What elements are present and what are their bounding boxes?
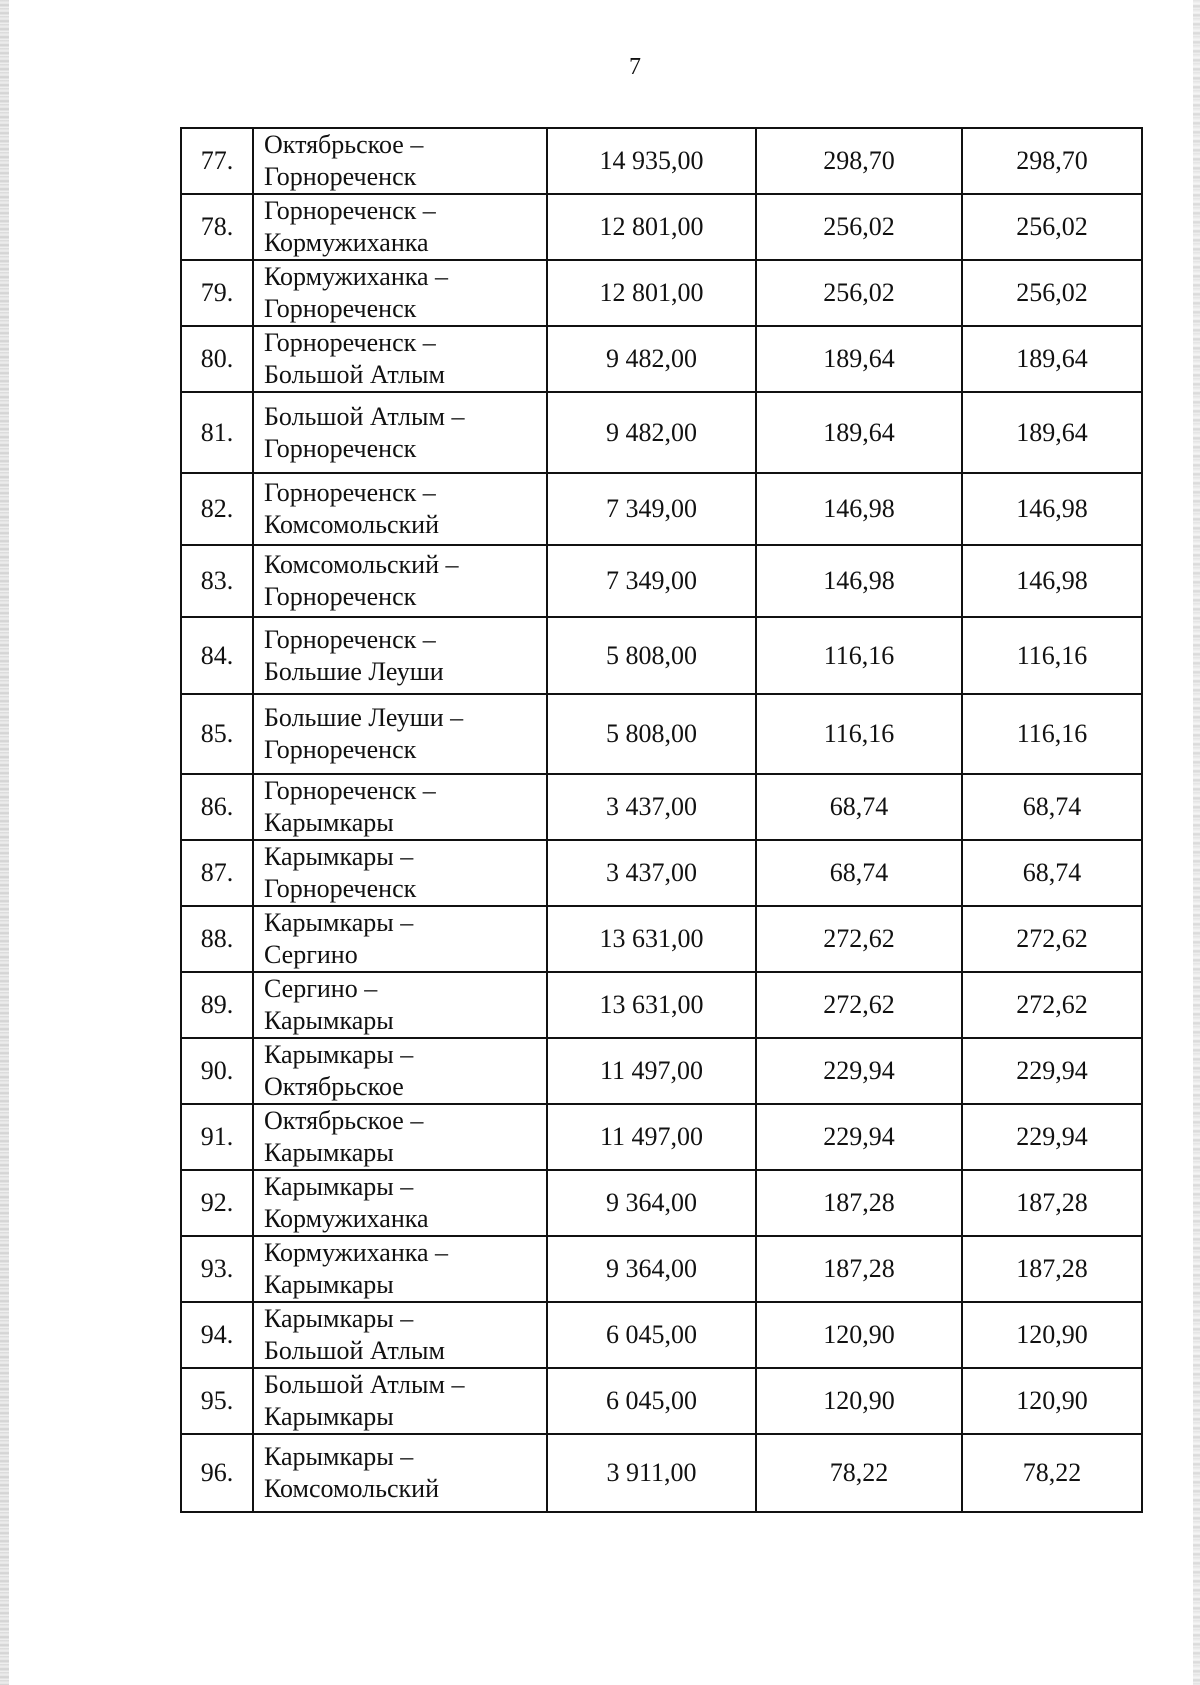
route-from: Октябрьское –: [264, 1106, 424, 1135]
amount-cell-a: 229,94: [756, 1038, 962, 1104]
row-number-cell: 84.: [181, 617, 253, 694]
route-to: Октябрьское: [264, 1072, 404, 1101]
route-from: Карымкары –: [264, 1442, 414, 1471]
route-cell: [253, 545, 547, 617]
total-amount-cell: 6 045,00: [547, 1368, 756, 1434]
route-cell: [253, 194, 547, 260]
amount-cell-b: 68,74: [962, 840, 1142, 906]
amount-cell-b: 120,90: [962, 1368, 1142, 1434]
route-to: Карымкары: [264, 1138, 394, 1167]
route-cell: [253, 840, 547, 906]
row-number-cell: 78.: [181, 194, 253, 260]
row-number-cell: 89.: [181, 972, 253, 1038]
route-from: Горнореченск –: [264, 328, 436, 357]
row-number-cell: 77.: [181, 128, 253, 194]
route-cell: [253, 326, 547, 392]
amount-cell-b: 120,90: [962, 1302, 1142, 1368]
route-from: Горнореченск –: [264, 478, 436, 507]
table-row: [181, 1170, 1142, 1236]
route-to: Горнореченск: [264, 433, 417, 463]
route-from: Кормужиханка –: [264, 1238, 449, 1267]
route-to: Горнореченск: [264, 294, 417, 323]
table-row: [181, 1434, 1142, 1512]
row-number-cell: 90.: [181, 1038, 253, 1104]
amount-cell-b: 146,98: [962, 545, 1142, 617]
amount-cell-b: 78,22: [962, 1434, 1142, 1512]
route-cell: [253, 260, 547, 326]
row-number-cell: 82.: [181, 473, 253, 545]
route-to: Карымкары: [264, 1270, 394, 1299]
amount-cell-a: 187,28: [756, 1170, 962, 1236]
route-from: Большие Леуши –: [264, 703, 464, 732]
amount-cell-b: 146,98: [962, 473, 1142, 545]
amount-cell-b: 189,64: [962, 392, 1142, 473]
route-from: Карымкары –: [264, 1040, 414, 1069]
total-amount-cell: 13 631,00: [547, 906, 756, 972]
route-table-body: [181, 128, 1142, 1512]
route-to: Комсомольский: [264, 510, 439, 539]
table-row: [181, 694, 1142, 774]
amount-cell-a: 272,62: [756, 972, 962, 1038]
total-amount-cell: 9 364,00: [547, 1170, 756, 1236]
total-amount-cell: 9 482,00: [547, 326, 756, 392]
row-number-cell: 92.: [181, 1170, 253, 1236]
route-from: Карымкары –: [264, 842, 414, 871]
amount-cell-a: 189,64: [756, 392, 962, 473]
row-number-cell: 80.: [181, 326, 253, 392]
amount-cell-a: 256,02: [756, 194, 962, 260]
route-to: Карымкары: [264, 1006, 394, 1035]
table-row: [181, 1236, 1142, 1302]
table-row: [181, 545, 1142, 617]
route-cell: [253, 1302, 547, 1368]
amount-cell-a: 68,74: [756, 840, 962, 906]
row-number-cell: 86.: [181, 774, 253, 840]
route-cell: [253, 1170, 547, 1236]
route-from: Большой Атлым –: [264, 1370, 465, 1399]
row-number-cell: 91.: [181, 1104, 253, 1170]
table-row: [181, 392, 1142, 473]
table-row: [181, 1038, 1142, 1104]
total-amount-cell: 12 801,00: [547, 260, 756, 326]
route-from: Карымкары –: [264, 1172, 414, 1201]
amount-cell-a: 116,16: [756, 617, 962, 694]
route-to: Кормужиханка: [264, 1204, 429, 1233]
row-number-cell: 93.: [181, 1236, 253, 1302]
route-cell: [253, 1368, 547, 1434]
route-from: Горнореченск –: [264, 776, 436, 805]
amount-cell-a: 146,98: [756, 545, 962, 617]
route-cell: [253, 1104, 547, 1170]
amount-cell-b: 187,28: [962, 1170, 1142, 1236]
amount-cell-b: 116,16: [962, 617, 1142, 694]
route-from: Горнореченск –: [264, 624, 436, 654]
total-amount-cell: 5 808,00: [547, 694, 756, 774]
amount-cell-b: 298,70: [962, 128, 1142, 194]
amount-cell-a: 68,74: [756, 774, 962, 840]
route-from: Карымкары –: [264, 908, 414, 937]
amount-cell-a: 298,70: [756, 128, 962, 194]
table-row: [181, 194, 1142, 260]
route-to: Комсомольский: [264, 1474, 439, 1503]
row-number-cell: 94.: [181, 1302, 253, 1368]
table-row: [181, 840, 1142, 906]
row-number-cell: 96.: [181, 1434, 253, 1512]
route-to: Горнореченск: [264, 582, 417, 611]
table-row: [181, 972, 1142, 1038]
table-row: [181, 473, 1142, 545]
row-number-cell: 79.: [181, 260, 253, 326]
amount-cell-a: 272,62: [756, 906, 962, 972]
page-number: 7: [629, 54, 641, 80]
total-amount-cell: 11 497,00: [547, 1104, 756, 1170]
total-amount-cell: 3 911,00: [547, 1434, 756, 1512]
total-amount-cell: 3 437,00: [547, 840, 756, 906]
total-amount-cell: 13 631,00: [547, 972, 756, 1038]
route-from: Кормужиханка –: [264, 262, 449, 291]
row-number-cell: 88.: [181, 906, 253, 972]
route-to: Карымкары: [264, 1402, 394, 1431]
row-number-cell: 95.: [181, 1368, 253, 1434]
table-row: [181, 1104, 1142, 1170]
route-from: Карымкары –: [264, 1304, 414, 1333]
total-amount-cell: 5 808,00: [547, 617, 756, 694]
route-to: Карымкары: [264, 808, 394, 837]
amount-cell-a: 229,94: [756, 1104, 962, 1170]
amount-cell-b: 187,28: [962, 1236, 1142, 1302]
route-from: Комсомольский –: [264, 550, 459, 579]
amount-cell-b: 229,94: [962, 1104, 1142, 1170]
amount-cell-b: 256,02: [962, 194, 1142, 260]
amount-cell-a: 120,90: [756, 1368, 962, 1434]
amount-cell-b: 272,62: [962, 906, 1142, 972]
total-amount-cell: 11 497,00: [547, 1038, 756, 1104]
route-cell: [253, 972, 547, 1038]
total-amount-cell: 9 482,00: [547, 392, 756, 473]
route-from: Сергино –: [264, 974, 378, 1003]
route-cell: [253, 473, 547, 545]
route-to: Большой Атлым: [264, 1336, 445, 1365]
route-cell: [253, 617, 547, 694]
amount-cell-b: 256,02: [962, 260, 1142, 326]
route-to: Большие Леуши: [264, 656, 444, 686]
amount-cell-a: 116,16: [756, 694, 962, 774]
amount-cell-b: 68,74: [962, 774, 1142, 840]
amount-cell-a: 187,28: [756, 1236, 962, 1302]
amount-cell-b: 229,94: [962, 1038, 1142, 1104]
route-from: Октябрьское –: [264, 130, 424, 159]
row-number-cell: 87.: [181, 840, 253, 906]
total-amount-cell: 7 349,00: [547, 473, 756, 545]
total-amount-cell: 9 364,00: [547, 1236, 756, 1302]
scan-edge-right: [1193, 0, 1200, 1685]
table-row: [181, 906, 1142, 972]
amount-cell-b: 116,16: [962, 694, 1142, 774]
route-to: Горнореченск: [264, 735, 417, 764]
table-row: [181, 774, 1142, 840]
table-row: [181, 1368, 1142, 1434]
total-amount-cell: 7 349,00: [547, 545, 756, 617]
table-row: [181, 617, 1142, 694]
route-table: [180, 127, 1143, 1513]
route-cell: [253, 774, 547, 840]
route-from: Горнореченск –: [264, 196, 436, 225]
route-to: Кормужиханка: [264, 228, 429, 257]
total-amount-cell: 6 045,00: [547, 1302, 756, 1368]
amount-cell-a: 189,64: [756, 326, 962, 392]
route-cell: [253, 128, 547, 194]
amount-cell-b: 189,64: [962, 326, 1142, 392]
row-number-cell: 81.: [181, 392, 253, 473]
route-cell: [253, 1038, 547, 1104]
amount-cell-a: 120,90: [756, 1302, 962, 1368]
route-cell: [253, 694, 547, 774]
route-cell: [253, 392, 547, 473]
amount-cell-a: 256,02: [756, 260, 962, 326]
total-amount-cell: 14 935,00: [547, 128, 756, 194]
row-number-cell: 85.: [181, 694, 253, 774]
scan-edge-left: [0, 0, 9, 1685]
route-cell: [253, 1434, 547, 1512]
table-row: [181, 128, 1142, 194]
route-to: Горнореченск: [264, 874, 417, 903]
route-cell: [253, 1236, 547, 1302]
total-amount-cell: 12 801,00: [547, 194, 756, 260]
row-number-cell: 83.: [181, 545, 253, 617]
amount-cell-a: 146,98: [756, 473, 962, 545]
table-row: [181, 1302, 1142, 1368]
route-to: Сергино: [264, 940, 358, 969]
total-amount-cell: 3 437,00: [547, 774, 756, 840]
amount-cell-b: 272,62: [962, 972, 1142, 1038]
route-to: Большой Атлым: [264, 360, 445, 389]
table-row: [181, 326, 1142, 392]
route-from: Большой Атлым –: [264, 401, 465, 431]
table-row: [181, 260, 1142, 326]
route-to: Горнореченск: [264, 162, 417, 191]
route-cell: [253, 906, 547, 972]
amount-cell-a: 78,22: [756, 1434, 962, 1512]
